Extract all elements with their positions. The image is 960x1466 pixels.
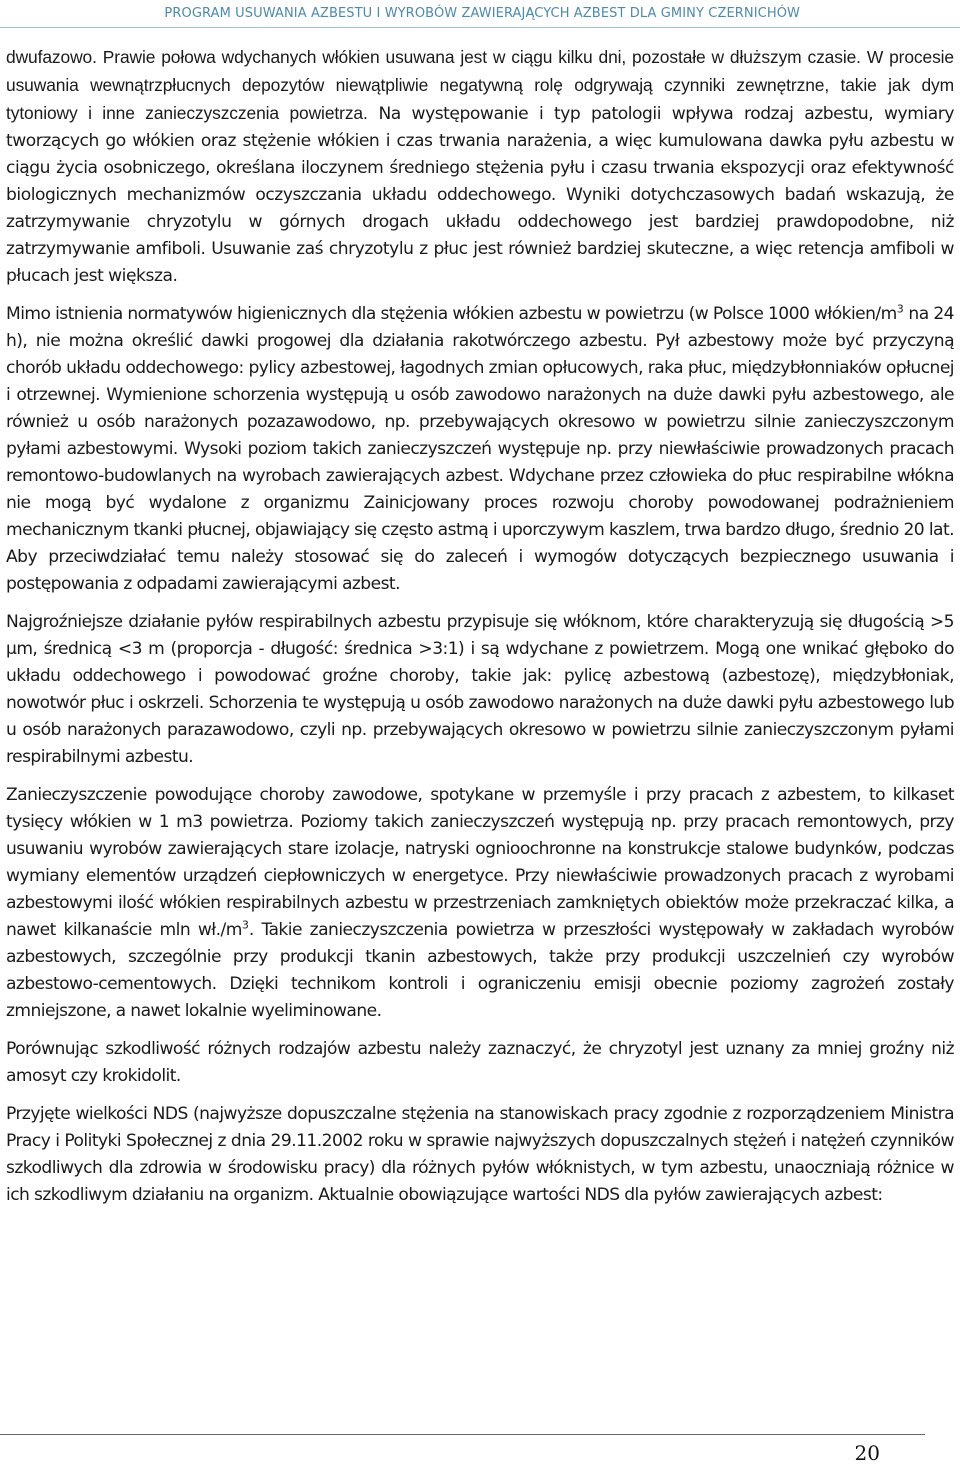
page-number: 20 [854, 1441, 880, 1465]
page-header [0, 2, 960, 28]
paragraph-1-lead: dwufazowo. Prawie połowa wdychanych włókien usuwana jest w ciągu kilku dni, pozostałe w dłuższym czasie. W procesie usuwania wewnątrzpłucnych depozytów niewątpliwie negatywną rolę odgrywają czynniki zewnętrzne, takie jak dym tytoniowy i inne zanieczyszczenia powietrza. [6, 47, 954, 123]
superscript-3: 3 [896, 302, 904, 316]
paragraph-2-text-a: Mimo istnienia normatywów higienicznych dla stężenia włókien azbestu w powietrzu (w Polsce 1000 włókien/m [6, 304, 897, 324]
paragraph-4 [6, 782, 954, 1025]
paragraph-4-text-a: Zanieczyszczenie powodujące choroby zawodowe, spotykane w przemyśle i przy pracach z azbestem, to kilkaset tysięcy włókien w 1 m3 powietrza. Poziomy takich zanieczyszczeń występują np. przy pracach remontowych, przy usuwaniu wyrobów zawierających stare izolacje, natryski ognioochronne na konstrukcje stalowe budynków, podczas wymiany elementów urządzeń ciepłowniczych w energetyce. Przy niewłaściwie prowadzonych pracach z wyrobami azbestowymi ilość włókien respirabilnych azbestu w przestrzeniach zamkniętych obiektów może przekraczać kilka, a nawet kilkanaście mln wł./m [6, 785, 954, 940]
superscript-3: 3 [241, 918, 249, 932]
running-title: PROGRAM USUWANIA AZBESTU I WYROBÓW ZAWIERAJĄCYCH AZBEST DLA GMINY CZERNICHÓW [164, 6, 800, 21]
paragraph-4-text-b: . Takie zanieczyszczenia powietrza w przeszłości występowały w zakładach wyrobów azbestowych, szczególnie przy produkcji tkanin azbestowych, także przy produkcji uszczelnień czy wyrobów azbestowo-cementowych. Dzięki technikom kontroli i ograniczeniu emisji obecnie poziomy zagrożeń zostały zmniejszone, a nawet lokalnie wyeliminowane. [6, 920, 954, 1021]
document-body [6, 44, 954, 1220]
paragraph-2-text-b: na 24 h), nie można określić dawki progowej dla działania rakotwórczego azbestu. Pył azbestowy może być przyczyną chorób układu oddechowego: pylicy azbestowej, łagodnych zmian opłucowych, raka płuc, międzybłonniaków opłucnej i otrzewnej. Wymienione schorzenia występują u osób zawodowo narażonych na duże dawki pyłu azbestowego, ale również u osób narażonych pozazawodowo, np. przebywających okresowo w powietrzu silnie zanieczyszczonym pyłami azbestowymi. Wysoki poziom takich zanieczyszczeń występuje np. przy niewłaściwie prowadzonych pracach remontowo-budowlanych na wyrobach zawierających azbest. Wdychane przez człowieka do płuc respirabilne włókna nie mogą być wydalone z organizmu Zainicjowany proces rozwoju choroby powodowanej podrażnieniem mechanicznym tkanki płucnej, objawiający się często astmą i uporczywym kaszlem, trwa bardzo długo, średnio 20 lat. Aby przeciwdziałać temu należy stosować się do zaleceń i wymogów dotyczących bezpiecznego usuwania i postępowania z odpadami zawierającymi azbest. [6, 304, 954, 594]
paragraph-1-text: Na występowanie i typ patologii wpływa rodzaj azbestu, wymiary tworzących go włókien oraz stężenie włókien i czas trwania narażenia, a więc kumulowana dawka pyłu azbestu w ciągu życia osobniczego, określana iloczynem średniego stężenia pyłu i czasu trwania ekspozycji oraz efektywność biologicznych mechanizmów oczyszczania układu oddechowego. Wyniki dotychczasowych badań wskazują, że zatrzymywanie chryzotylu w górnych drogach układu oddechowego jest bardziej prawdopodobne, niż zatrzymywanie amfiboli. Usuwanie zaś chryzotylu z płuc jest również bardziej skuteczne, a więc retencja amfiboli w płucach jest większa. [6, 104, 954, 286]
paragraph-2 [6, 301, 954, 598]
footer-rule [0, 1434, 925, 1435]
paragraph-3: Najgroźniejsze działanie pyłów respirabilnych azbestu przypisuje się włóknom, które charakteryzują się długością >5 µm, średnicą <3 m (proporcja - długość: średnica >3:1) i są wdychane z powietrzem. Mogą one wnikać głęboko do układu oddechowego i powodować groźne choroby, takie jak: pylicę azbestową (azbestozę), międzybłoniak, nowotwór płuc i oskrzeli. Schorzenia te występują u osób zawodowo narażonych na duże dawki pyłu azbestowego lub u osób narażonych parazawodowo, czyli np. przebywających okresowo w powietrzu silnie zanieczyszczonym pyłami respirabilnymi azbestu. [6, 612, 954, 767]
paragraph-5: Porównując szkodliwość różnych rodzajów azbestu należy zaznaczyć, że chryzotyl jest uznany za mniej groźny niż amosyt czy krokidolit. [6, 1039, 954, 1086]
paragraph-1 [6, 44, 954, 290]
paragraph-6: Przyjęte wielkości NDS (najwyższe dopuszczalne stężenia na stanowiskach pracy zgodnie z rozporządzeniem Ministra Pracy i Polityki Społecznej z dnia 29.11.2002 roku w sprawie najwyższych dopuszczalnych stężeń i natężeń czynników szkodliwych dla zdrowia w środowisku pracy) dla różnych pyłów włóknistych, w tym azbestu, unaoczniają różnice w ich szkodliwym działaniu na organizm. Aktualnie obowiązujące wartości NDS dla pyłów zawierających azbest: [6, 1104, 954, 1205]
